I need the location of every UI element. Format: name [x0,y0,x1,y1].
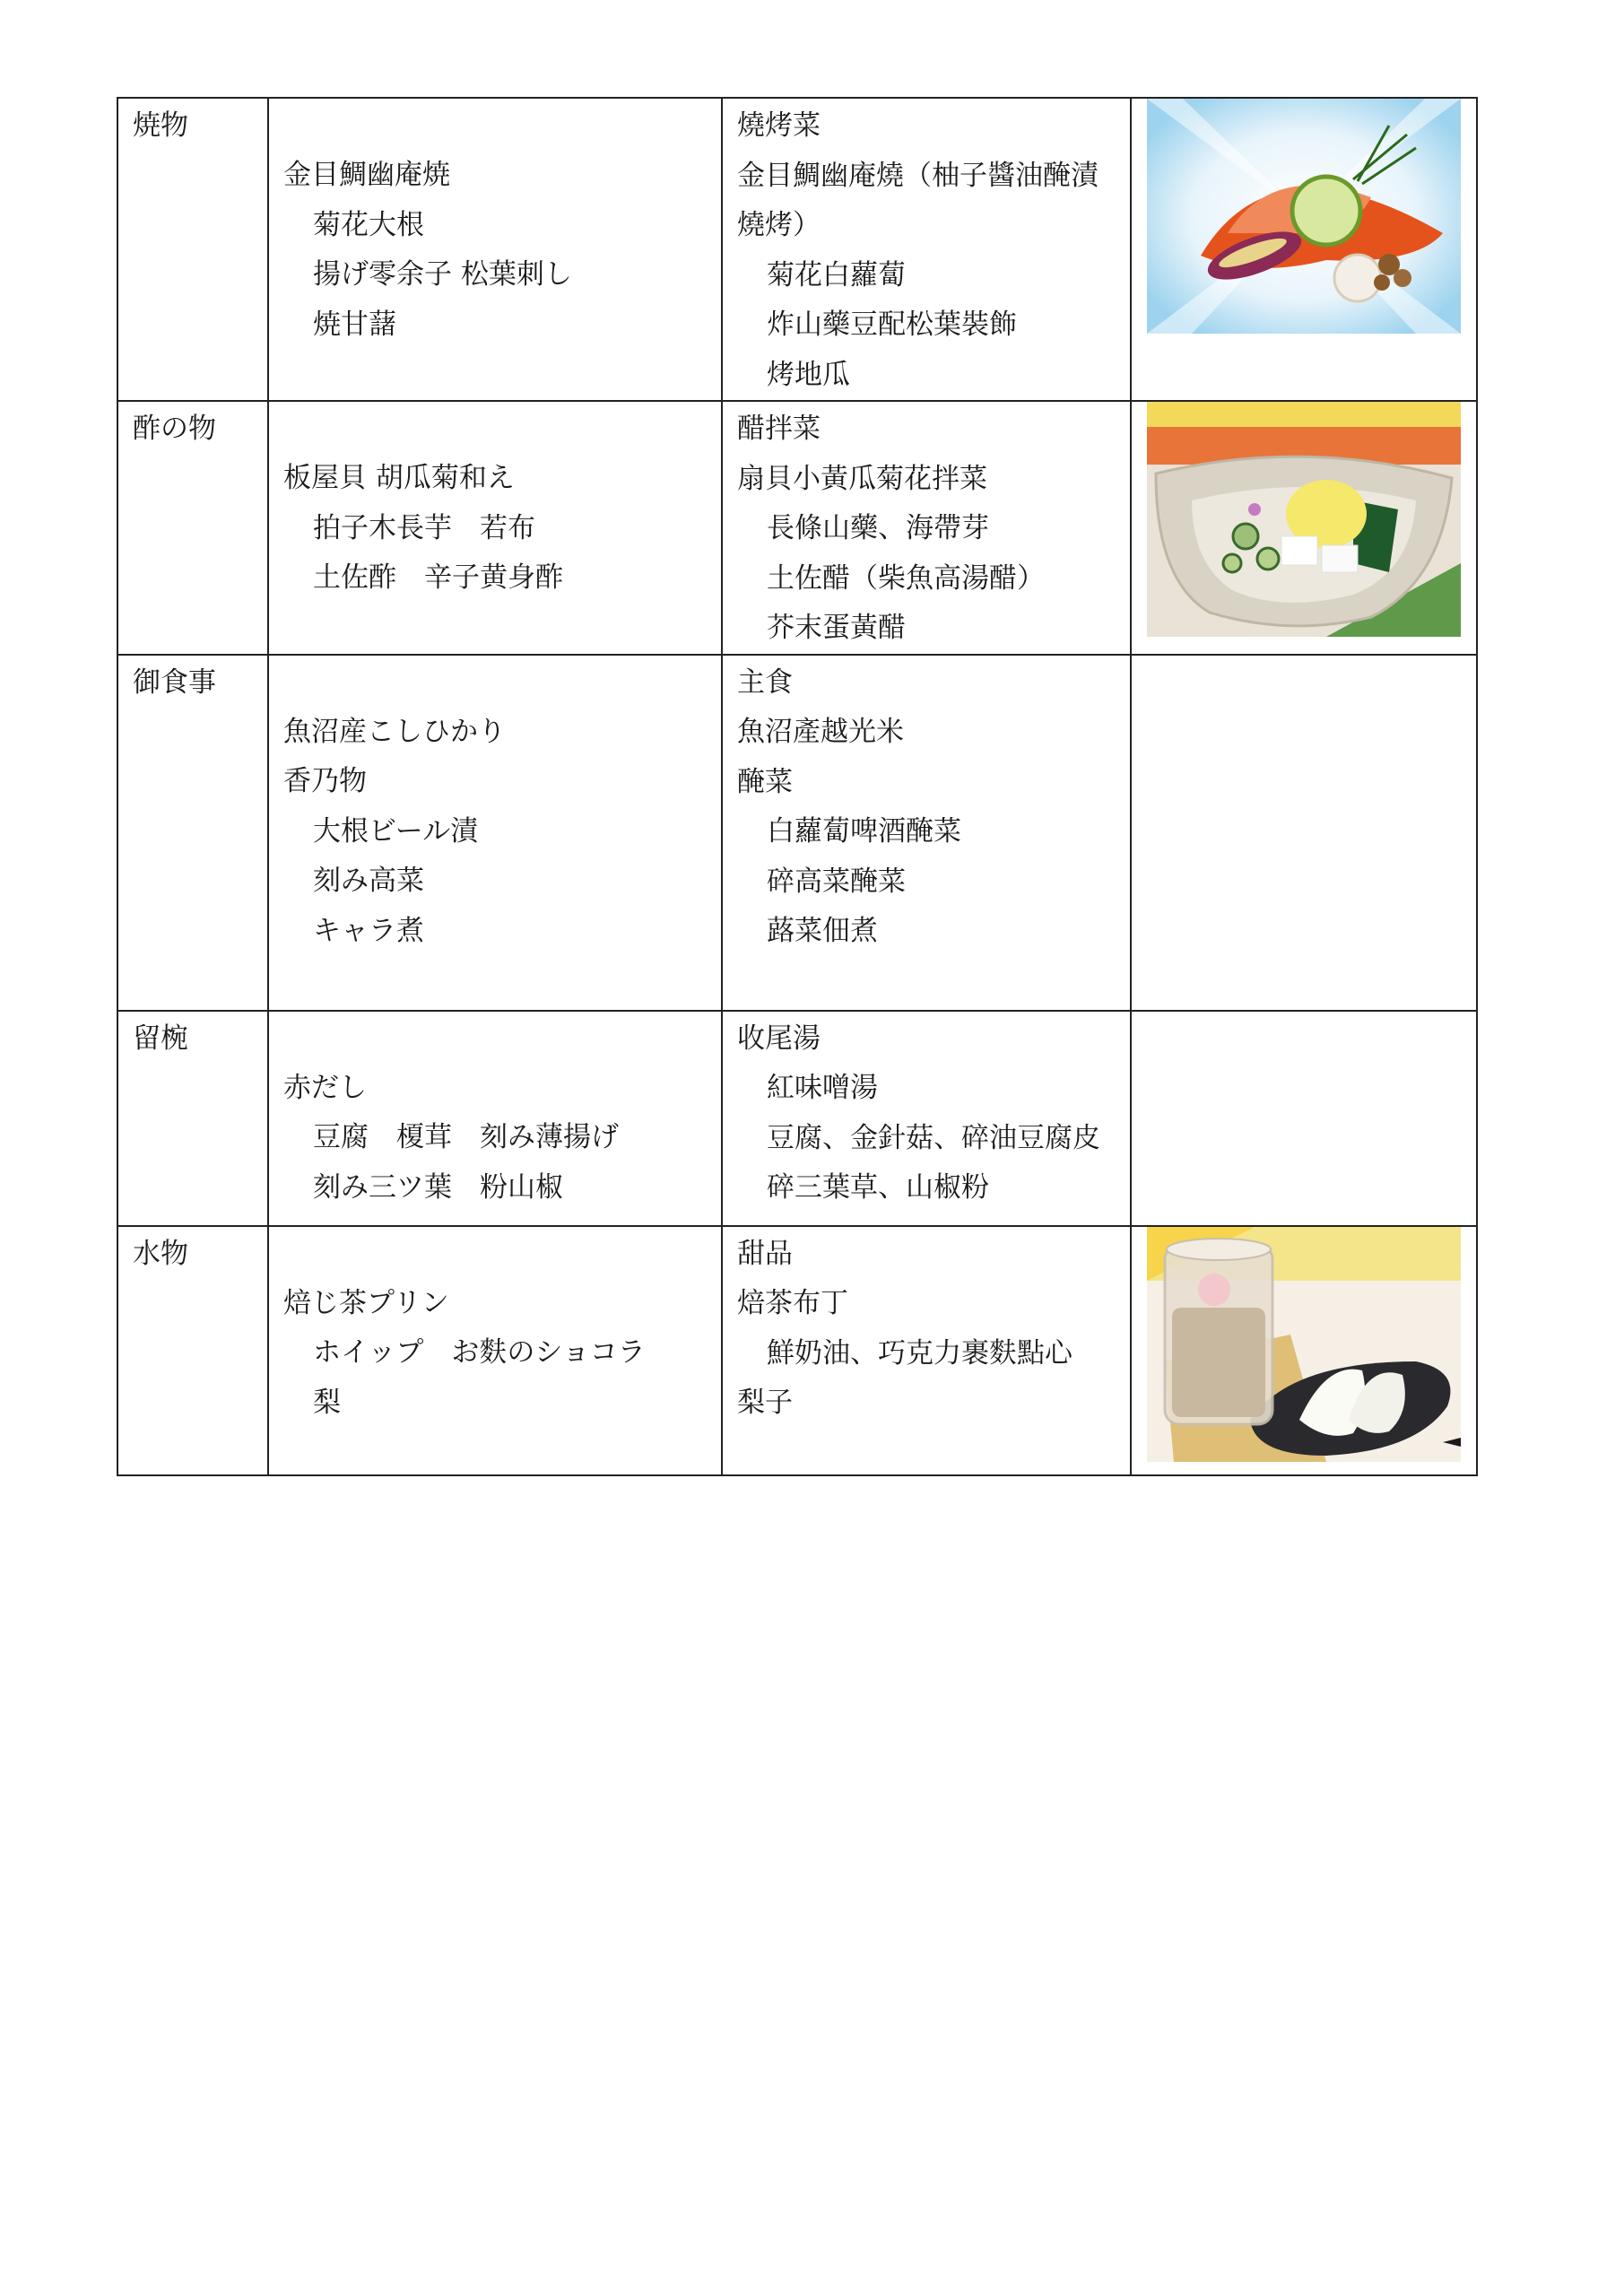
menu-line: 醃菜 [737,765,793,798]
grilled-fish-photo [1147,99,1461,334]
menu-row [117,1226,1477,1475]
category-cell [117,655,268,1011]
menu-line: 焙茶布丁 [737,1287,848,1319]
dessert-photo [1147,1227,1461,1462]
menu-line: 炸山藥豆配松葉裝飾 [767,309,1017,341]
japanese-menu-cell [268,655,722,1011]
chinese-menu-cell [722,1011,1131,1226]
chinese-menu-cell [722,1226,1131,1475]
photo-cell [1131,401,1477,655]
menu-line: 土佐醋（柴魚高湯醋） [767,561,1045,595]
category-cell [117,401,268,655]
menu-line: 金目鯛幽庵焼 [283,159,450,191]
menu-line: 白蘿蔔啤酒醃菜 [767,815,961,848]
menu-line: 鮮奶油、巧克力裹麩點心 [767,1336,1073,1370]
menu-line: 刻み高菜 [313,865,424,897]
menu-line: 菊花白蘿蔔 [767,258,906,291]
menu-line: 魚沼產越光米 [737,716,904,748]
menu-line: 碎三葉草、山椒粉 [767,1171,989,1204]
menu-line: 焙じ茶プリン [283,1286,449,1319]
menu-line: 碎高菜醃菜 [767,865,906,898]
menu-row [117,1011,1477,1226]
menu-line: 主食 [737,665,793,699]
chinese-menu-cell [722,98,1131,401]
japanese-menu-cell [268,1011,722,1226]
menu-line: 揚げ零余子 松葉刺し [313,258,572,291]
menu-line: 豆腐、金針菇、碎油豆腐皮 [767,1121,1100,1154]
menu-table [117,97,1478,1476]
menu-line: キャラ煮 [313,914,424,947]
japanese-menu-cell [268,1226,722,1475]
category-label: 留椀 [133,1022,188,1055]
category-label: 御食事 [133,665,216,699]
menu-row [117,655,1477,1011]
menu-line: 燒烤菜 [737,109,821,142]
menu-line: 香乃物 [283,765,367,797]
menu-line: 梨子 [737,1387,793,1419]
vinegared-dish-photo [1147,402,1461,637]
photo-cell [1131,98,1477,401]
category-cell [117,1011,268,1226]
photo-cell [1131,1011,1477,1226]
menu-row [117,401,1477,655]
photo-cell [1131,1226,1477,1475]
menu-line: 紅味噌湯 [767,1072,878,1104]
category-cell [117,1226,268,1475]
menu-line: 甜品 [737,1237,793,1270]
menu-row [117,98,1477,401]
category-label: 酢の物 [133,413,216,445]
menu-line: ホイップ お麩のショコラ [313,1336,646,1369]
category-label: 焼物 [133,109,188,142]
menu-line: 芥末蛋黃醋 [767,612,906,644]
menu-line: 扇貝小黃瓜菊花拌菜 [737,462,987,495]
menu-line: 梨 [313,1386,341,1419]
category-cell [117,98,268,401]
menu-line: 燒烤） [737,209,821,241]
menu-line: 魚沼産こしひかり [283,715,506,748]
menu-line: 豆腐 榎茸 刻み薄揚げ [313,1121,619,1153]
menu-line: 赤だし [283,1071,367,1104]
menu-line: 醋拌菜 [737,413,821,445]
japanese-menu-cell [268,401,722,655]
menu-line: 長條山藥、海帶芽 [767,512,989,544]
japanese-menu-cell [268,98,722,401]
menu-line: 收尾湯 [737,1022,821,1055]
menu-line: 大根ビール漬 [313,814,479,848]
menu-line: 烤地瓜 [767,358,850,391]
photo-cell [1131,655,1477,1011]
menu-line: 菊花大根 [313,208,424,241]
chinese-menu-cell [722,655,1131,1011]
menu-line: 蕗菜佃煮 [767,915,878,947]
menu-line: 板屋貝 胡瓜菊和え [283,462,515,494]
menu-line: 拍子木長芋 若布 [313,511,535,544]
menu-line: 焼甘藷 [313,308,396,341]
chinese-menu-cell [722,401,1131,655]
category-label: 水物 [133,1237,188,1270]
menu-line: 土佐酢 辛子黄身酢 [313,561,563,594]
menu-line: 刻み三ツ葉 粉山椒 [313,1170,563,1204]
menu-line: 金目鯛幽庵燒（柚子醬油醃漬 [737,159,1099,192]
